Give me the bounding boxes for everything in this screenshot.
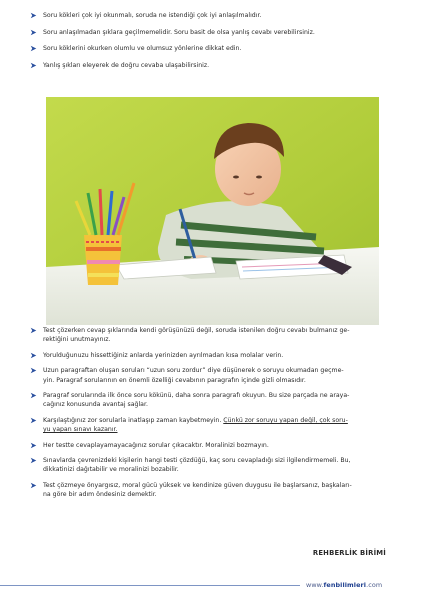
- arrow-right-icon: [30, 352, 37, 359]
- list-item: [30, 28, 386, 37]
- list-item-line: Test çözerken cevap şıklarında kendi görüşünüzü değil, soruda istenilen doğru cevabı bulmanız ge-: [43, 327, 350, 334]
- footer-divider: [0, 585, 300, 586]
- list-item: [30, 391, 386, 410]
- arrow-right-icon: [30, 367, 37, 374]
- list-item-text: Soru kökleri çok iyi okunmalı, soruda ne istendiği çok iyi anlaşılmalıdır.: [43, 12, 262, 19]
- list-item-line: Uzun paragraftan oluşan soruları “uzun soru zordur” diye düşünerek o soruyu okumadan geçme-: [43, 367, 344, 375]
- list-item-line: Test çözmeye önyargısız, moral gücü yüksek ve kendinize güven duygusu ile başlarsanız, başkaları-: [43, 481, 352, 489]
- arrow-right-icon: [30, 457, 37, 464]
- arrow-right-icon: [30, 327, 37, 334]
- list-item: [30, 351, 386, 360]
- list-item: [30, 326, 386, 345]
- list-item-line: rektiğini unutmayınız.: [43, 336, 111, 344]
- arrow-right-icon: [30, 417, 37, 424]
- student-studying-photo: [46, 97, 379, 325]
- list-item: [30, 366, 386, 385]
- arrow-right-icon: [30, 29, 37, 36]
- tips-list-bottom: [30, 326, 386, 506]
- list-item-line: Her testte cevaplayamayacağınız sorular çıkacaktır. Moralinizi bozmayın.: [43, 441, 269, 449]
- arrow-right-icon: [30, 12, 37, 19]
- arrow-right-icon: [30, 45, 37, 52]
- underlined-text: yu yapan sınavı kazanır.: [43, 426, 118, 434]
- list-item: [30, 11, 386, 20]
- list-item-text: Soru anlaşılmadan şıklara geçilmemelidir. Soru basit de olsa yanlış cevabı verebilirsiniz.: [43, 28, 315, 36]
- arrow-right-icon: [30, 392, 37, 399]
- list-item-line: yin. Paragraf sorularının en önemli özelliği cevabının paragrafın içinde gizli olmasıdır.: [43, 376, 306, 384]
- list-item-text: Karşılaştığınız zor sorularla inatlaşıp zaman kaybetmeyin.: [43, 416, 224, 424]
- tips-list-top: [30, 11, 386, 78]
- signature: REHBERLİK BİRİMİ: [312, 549, 386, 557]
- list-item: [30, 441, 386, 450]
- arrow-right-icon: [30, 482, 37, 489]
- list-item: [30, 44, 386, 53]
- footer-website-link[interactable]: [306, 581, 382, 589]
- list-item-text: Yanlış şıkları eleyerek de doğru cevaba ulaşabilirsiniz.: [43, 62, 210, 70]
- list-item-line: cağınız konusunda avantaj sağlar.: [43, 401, 148, 409]
- list-item-line: Yorulduğunuzu hissettiğiniz anlarda yerinizden ayrılmadan kısa molalar verin.: [43, 351, 284, 359]
- arrow-right-icon: [30, 442, 37, 449]
- list-item-line: [43, 416, 386, 425]
- list-item-line: Sınavlarda çevrenizdeki kişilerin hangi testi çözdüğü, kaç soru cevapladığı sizi ilgilendirmemeli. Bu,: [43, 457, 351, 465]
- arrow-right-icon: [30, 62, 37, 69]
- list-item: [30, 416, 386, 435]
- footer-url-brand: fenbilimleri: [323, 581, 367, 589]
- footer-url-suffix: .com: [366, 581, 383, 589]
- footer-url-prefix: www.: [306, 581, 324, 589]
- list-item-line: dikkatinizi dağıtabilir ve moralinizi bozabilir.: [43, 466, 179, 474]
- list-item: [30, 481, 386, 500]
- list-item-line: na göre bir adım öndesiniz demektir.: [43, 491, 157, 499]
- underlined-text: Çünkü zor soruyu yapan değil, çok soru-: [223, 416, 348, 424]
- list-item-text: Soru köklerini okurken olumlu ve olumsuz yönlerine dikkat edin.: [43, 45, 242, 53]
- list-item: [30, 61, 386, 70]
- list-item-line: Paragraf sorularında ilk önce soru kökünü, daha sonra paragrafı okuyun. Bu size parçada ne araya-: [43, 392, 350, 400]
- list-item: [30, 456, 386, 475]
